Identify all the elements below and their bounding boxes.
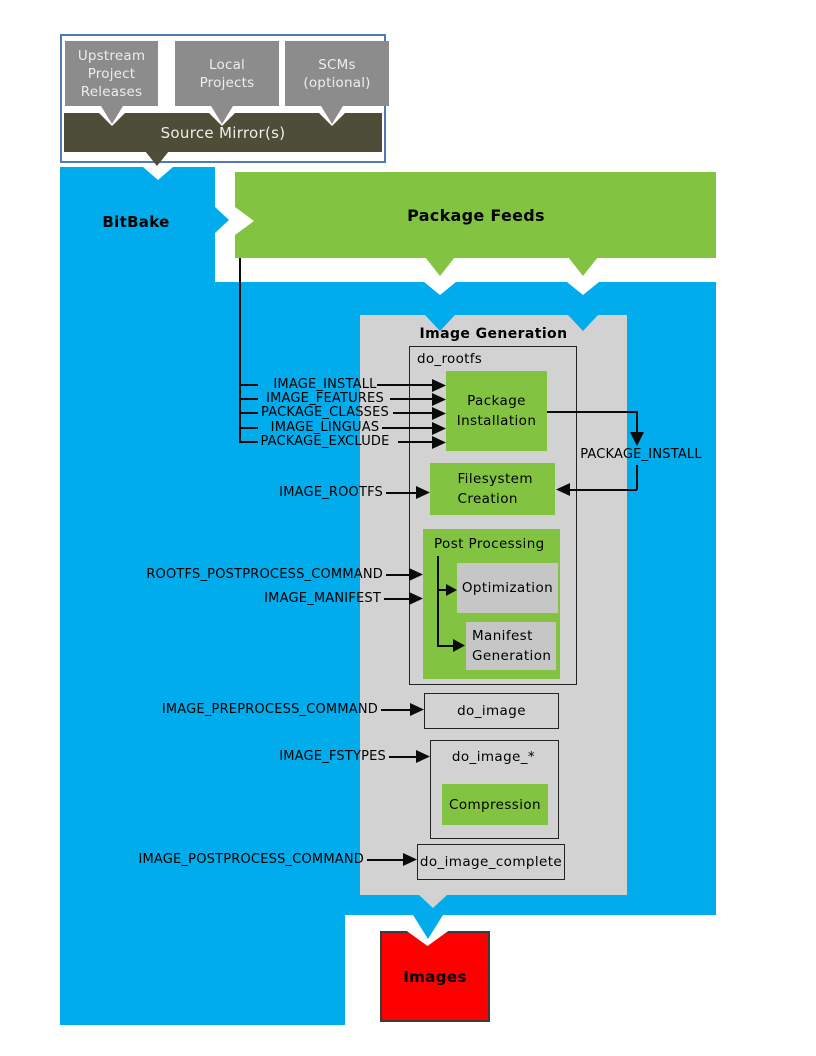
upstream-project-releases-label: Upstream Project Releases bbox=[77, 47, 146, 100]
local-projects-box bbox=[175, 41, 279, 106]
upstream-project-releases-box bbox=[65, 41, 158, 106]
images-box bbox=[380, 931, 490, 1022]
arrow-line-rootfs-postprocess bbox=[386, 574, 409, 576]
label-package-install: PACKAGE_INSTALL bbox=[580, 447, 702, 462]
do-image-complete-box: do_image_complete bbox=[417, 844, 565, 880]
compression-box: Compression bbox=[442, 784, 548, 825]
arrow-line-image-rootfs bbox=[386, 492, 416, 494]
pkg-install-line-down2 bbox=[636, 465, 638, 490]
fan-tick-5 bbox=[241, 441, 258, 443]
label-image-linguas: IMAGE_LINGUAS bbox=[270, 420, 380, 435]
feeds-tail-2 bbox=[568, 257, 598, 276]
pkg-install-line-down1 bbox=[636, 411, 638, 432]
bitbake-label: BitBake bbox=[102, 213, 170, 231]
manifest-generation-box: Manifest Generation bbox=[466, 622, 556, 670]
package-feeds-label: Package Feeds bbox=[407, 206, 545, 225]
package-installation-box: Package Installation bbox=[446, 371, 547, 451]
label-package-exclude: PACKAGE_EXCLUDE bbox=[260, 434, 390, 449]
filesystem-creation-box: Filesystem Creation bbox=[430, 463, 555, 515]
arrow-line-image-linguas bbox=[382, 427, 432, 429]
arrow-line-image-features bbox=[390, 398, 432, 400]
fan-tick-1 bbox=[241, 384, 258, 386]
arrow-line-image-postprocess bbox=[367, 859, 403, 861]
arrow-line-image-install bbox=[377, 384, 432, 386]
label-image-install: IMAGE_INSTALL bbox=[273, 377, 377, 392]
label-image-preprocess-command: IMAGE_PREPROCESS_COMMAND bbox=[161, 702, 378, 717]
pkg-install-line-left bbox=[570, 489, 637, 491]
do-image-star-label: do_image_* bbox=[451, 749, 536, 765]
arrow-line-image-preprocess bbox=[381, 709, 410, 711]
arrow-line-image-manifest bbox=[384, 598, 409, 600]
label-package-classes: PACKAGE_CLASSES bbox=[261, 405, 389, 420]
scms-label: SCMs (optional) bbox=[303, 56, 371, 91]
label-rootfs-postprocess-command: ROOTFS_POSTPROCESS_COMMAND bbox=[146, 567, 383, 582]
do-rootfs-label: do_rootfs bbox=[417, 351, 483, 367]
local-projects-label: Local Projects bbox=[199, 56, 255, 91]
arrow-line-package-classes bbox=[393, 412, 432, 414]
label-image-postprocess-command: IMAGE_POSTPROCESS_COMMAND bbox=[138, 852, 364, 867]
images-label: Images bbox=[403, 967, 467, 986]
fan-tick-4 bbox=[241, 427, 258, 429]
feeds-variable-trunk-line bbox=[239, 258, 241, 443]
fan-tick-3 bbox=[241, 412, 258, 414]
feeds-tail-1 bbox=[425, 257, 455, 276]
pkg-install-line-out bbox=[547, 411, 637, 413]
bitbake-region-bottom-column bbox=[60, 915, 345, 1025]
arrow-line-package-exclude bbox=[398, 441, 432, 443]
image-generation-title: Image Generation bbox=[419, 326, 568, 342]
branch-line-manifest bbox=[439, 645, 454, 647]
label-image-fstypes: IMAGE_FSTYPES bbox=[279, 749, 386, 764]
post-processing-branch-line bbox=[437, 556, 439, 647]
post-processing-label: Post Processing bbox=[434, 536, 545, 552]
do-image-box: do_image bbox=[424, 693, 559, 729]
optimization-box: Optimization bbox=[457, 563, 558, 613]
scms-box bbox=[285, 41, 389, 106]
label-image-manifest: IMAGE_MANIFEST bbox=[264, 591, 381, 606]
label-image-features: IMAGE_FEATURES bbox=[266, 391, 384, 406]
source-mirror-label: Source Mirror(s) bbox=[160, 124, 286, 142]
bitbake-arrow-into-feeds bbox=[215, 207, 229, 233]
fan-tick-2 bbox=[241, 398, 258, 400]
arrow-line-image-fstypes bbox=[389, 756, 416, 758]
label-image-rootfs: IMAGE_ROOTFS bbox=[279, 485, 383, 500]
